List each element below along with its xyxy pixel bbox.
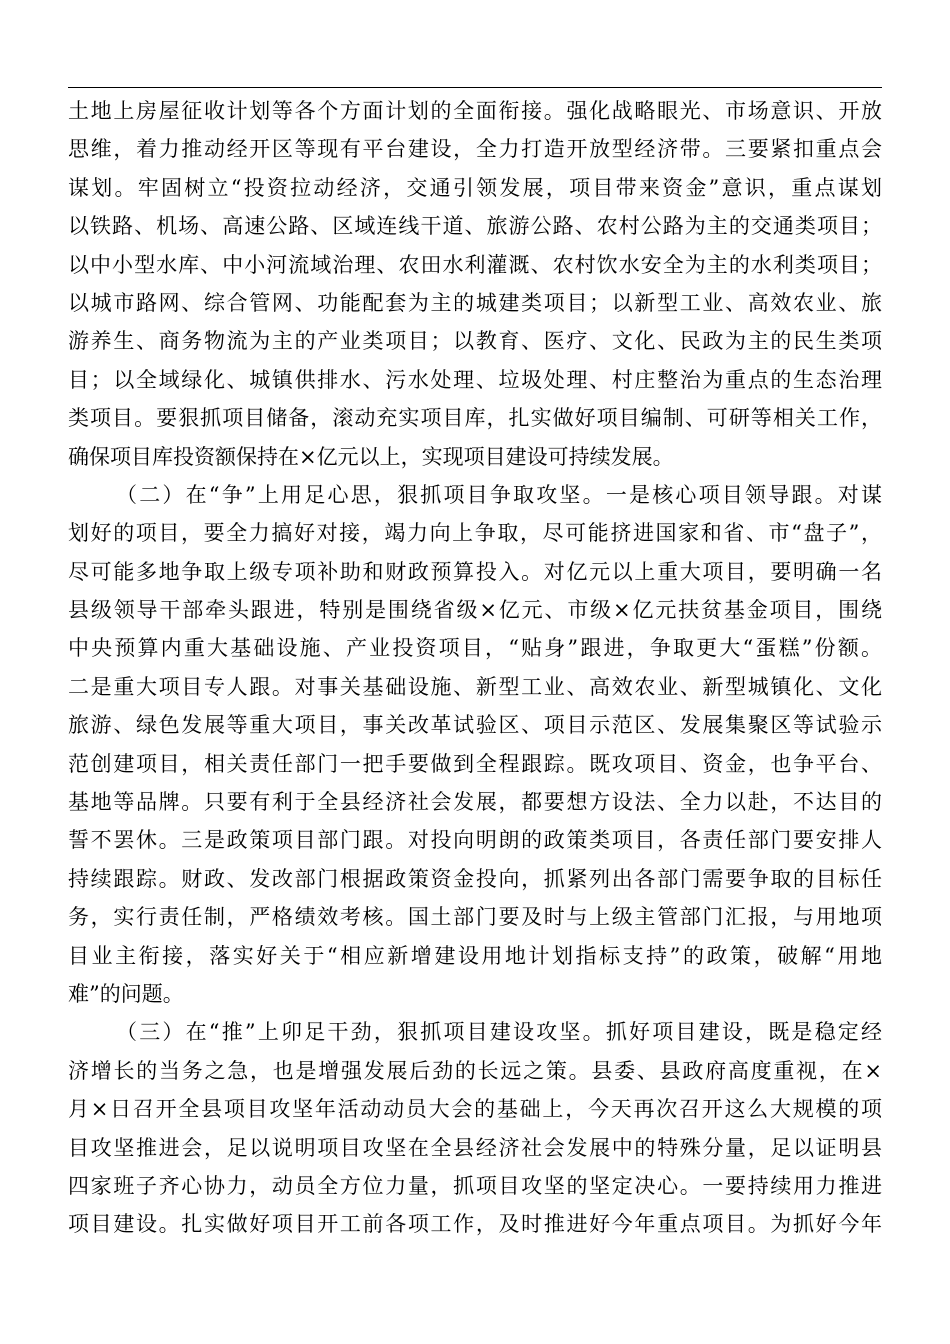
text-line: 月×日召开全县项目攻坚年活动动员大会的基础上，今天再次召开这么大规模的项 [68,1097,882,1122]
text-line: 誓不罢休。三是政策项目部门跟。对投向明朗的政策类项目，各责任部门要安排人 [68,828,882,853]
text-line: 范创建项目，相关责任部门一把手要做到全程跟踪。既攻项目、资金，也争平台、 [68,751,882,776]
text-line: 县级领导干部牵头跟进，特别是围绕省级×亿元、市级×亿元扶贫基金项目，围绕 [68,598,882,623]
text-line: 目攻坚推进会，足以说明项目攻坚在全县经济社会发展中的特殊分量，足以证明县 [68,1135,882,1160]
text-line: 持续跟踪。财政、发改部门根据政策资金投向，抓紧列出各部门需要争取的目标任 [68,866,882,891]
paragraph-heading-line: （三）在“推”上卯足干劲，狠抓项目建设攻坚。抓好项目建设，既是稳定经 [116,1020,882,1045]
body-text [68,92,882,1244]
text-line: 以中小型水库、中小河流域治理、农田水利灌溉、农村饮水安全为主的水利类项目； [68,252,882,277]
text-line: 基地等品牌。只要有利于全县经济社会发展，都要想方设法、全力以赴，不达目的 [68,790,882,815]
text-line: 土地上房屋征收计划等各个方面计划的全面衔接。强化战略眼光、市场意识、开放 [68,99,882,123]
header-rule [68,87,882,88]
text-line: 目；以全域绿化、城镇供排水、污水处理、垃圾处理、村庄整治为重点的生态治理 [68,367,882,392]
text-line: 类项目。要狠抓项目储备，滚动充实项目库，扎实做好项目编制、可研等相关工作， [68,406,882,431]
text-line: 游养生、商务物流为主的产业类项目；以教育、医疗、文化、民政为主的民生类项 [68,329,882,354]
text-line: 难”的问题。 [68,981,184,1006]
text-line: 项目建设。扎实做好项目开工前各项工作，及时推进好今年重点项目。为抓好今年 [68,1212,882,1237]
text-line: 谋划。牢固树立“投资拉动经济，交通引领发展，项目带来资金”意识，重点谋划 [68,175,882,200]
text-line: 中央预算内重大基础设施、产业投资项目，“贴身”跟进，争取更大“蛋糕”份额。 [68,636,882,661]
text-line: 思维，着力推动经开区等现有平台建设，全力打造开放型经济带。三要紧扣重点会 [68,137,882,162]
text-line: 务，实行责任制，严格绩效考核。国土部门要及时与上级主管部门汇报，与用地项 [68,905,882,930]
text-line: 划好的项目，要全力搞好对接，竭力向上争取，尽可能挤进国家和省、市“盘子”， [68,521,882,546]
text-line: 确保项目库投资额保持在×亿元以上，实现项目建设可持续发展。 [68,444,674,469]
paragraph-heading-line: （二）在“争”上用足心思，狠抓项目争取攻坚。一是核心项目领导跟。对谋 [116,482,882,507]
text-line: 四家班子齐心协力，动员全方位力量，抓项目攻坚的坚定决心。一要持续用力推进 [68,1173,882,1198]
text-line: 以铁路、机场、高速公路、区域连线干道、旅游公路、农村公路为主的交通类项目； [68,214,882,239]
text-line: 目业主衔接，落实好关于“相应新增建设用地计划指标支持”的政策，破解“用地 [68,943,882,968]
text-line: 以城市路网、综合管网、功能配套为主的城建类项目；以新型工业、高效农业、旅 [68,290,882,315]
text-line: 二是重大项目专人跟。对事关基础设施、新型工业、高效农业、新型城镇化、文化 [68,674,882,699]
text-line: 尽可能多地争取上级专项补助和财政预算投入。对亿元以上重大项目，要明确一名 [68,559,882,584]
text-line: 济增长的当务之急，也是增强发展后劲的长远之策。县委、县政府高度重视，在× [68,1058,882,1083]
text-line: 旅游、绿色发展等重大项目，事关改革试验区、项目示范区、发展集聚区等试验示 [68,713,882,738]
